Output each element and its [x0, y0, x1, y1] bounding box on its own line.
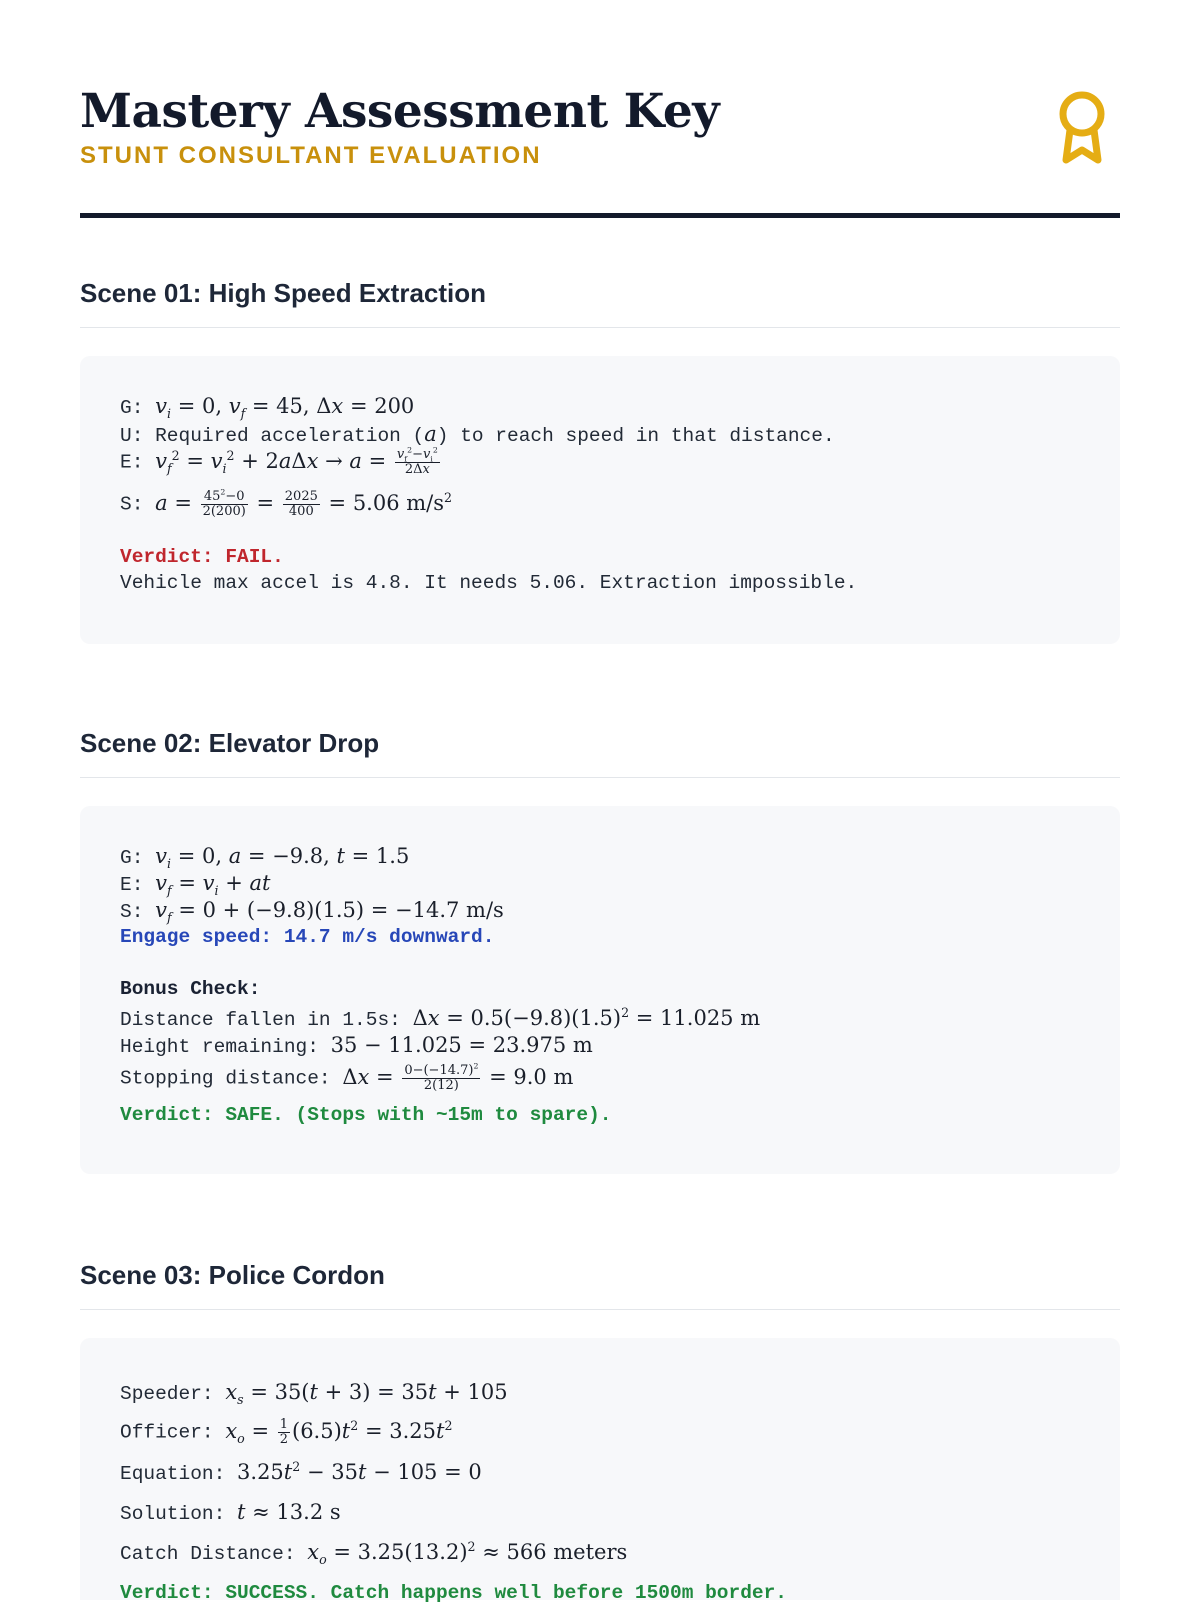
- remaining-label: Height remaining:: [120, 1036, 319, 1058]
- scene-1-given: [120, 394, 415, 422]
- scene-2-stopping-distance: [120, 1061, 574, 1093]
- scene-1-verdict: Verdict: FAIL.: [120, 546, 284, 568]
- catch-math: $x_o = 3.25(13.2)^2 \approx 566$ meters: [307, 1539, 628, 1568]
- scene-2-height-remaining: [120, 1033, 593, 1058]
- solution-label: S:: [120, 493, 144, 516]
- scene-1-divider: [80, 327, 1120, 328]
- scene-1-card: [80, 356, 1120, 644]
- fallen-math: $\Delta x = 0.5(-9.8)(1.5)^2 = 11.025$ m: [412, 1005, 761, 1030]
- catch-label: Catch Distance:: [120, 1543, 296, 1565]
- scene-2-card: [80, 806, 1120, 1174]
- scene-2-title: Scene 02: Elevator Drop: [80, 728, 380, 758]
- header-divider: [80, 213, 1120, 218]
- scene-3-catch-distance: [120, 1539, 628, 1568]
- speeder-math: $x_s = 35(t + 3) = 35t + 105$: [225, 1380, 508, 1408]
- scene-2-divider: [80, 777, 1120, 778]
- given-math: $v_i = 0$, a = −9.8, t = 1.5: [155, 844, 410, 872]
- scene-3-card: [80, 1338, 1120, 1604]
- given-math: $v_i = 0$, $v_f = 45$, Δx = 200: [155, 394, 415, 422]
- solution-math: $v_f = 0 + (-9.8)(1.5) = -14.7$ m/s: [155, 898, 504, 926]
- equation-math: $v_f^2 = v_i^2 + 2a\Delta x \to a$ = $\frac{v_f^2-v_i^2}{2\Delta x}$: [155, 445, 438, 477]
- scene-1-note: Vehicle max accel is 4.8. It needs 5.06. Extraction impossible.: [120, 572, 858, 594]
- officer-math: $x_o$ = $\frac{1}{2}$ $(6.5)t^2 = 3.25t^2$: [225, 1417, 453, 1447]
- scene-3-solution: [120, 1500, 341, 1525]
- scene-3-officer: [120, 1418, 452, 1446]
- unknown-var: a: [424, 422, 437, 446]
- stopping-label: Stopping distance:: [120, 1067, 331, 1090]
- page-header: [80, 80, 1120, 220]
- solution-math: t ≈ 13.2 s: [237, 1500, 341, 1524]
- unknown-text-b: ) to reach speed in that distance.: [436, 425, 835, 447]
- award-ribbon-icon: [1054, 90, 1110, 166]
- equation-label: E:: [120, 874, 144, 896]
- stopping-math: Δx = $\frac{0-(-14.7)^2}{2(12)}$ = 9.0 m: [342, 1061, 574, 1093]
- scene-1-unknown: [120, 422, 835, 447]
- scene-2-solution: [120, 898, 504, 926]
- scene-2-distance-fallen: [120, 1006, 760, 1031]
- given-label: G:: [120, 847, 144, 869]
- scene-3-equation: [120, 1460, 482, 1485]
- scene-3-speeder: [120, 1380, 508, 1408]
- solution-label: Solution:: [120, 1503, 226, 1525]
- equation-label: E:: [120, 451, 144, 474]
- scene-2-engage-speed: Engage speed: 14.7 m/s downward.: [120, 926, 495, 948]
- solution-math: a = $\frac{45^2-0}{2(200)}$ = $\frac{2025}{400}$ = 5.06 $m/s^2$: [155, 487, 453, 519]
- unknown-text-a: Required acceleration (: [155, 425, 425, 447]
- equation-math: $v_f = v_i$ + at: [155, 871, 271, 899]
- equation-math: $3.25t^2 - 35t - 105 = 0$: [237, 1459, 482, 1484]
- remaining-math: 35 − 11.025 = 23.975 m: [330, 1033, 593, 1057]
- given-label: G:: [120, 397, 144, 419]
- scene-3-divider: [80, 1309, 1120, 1310]
- page-subtitle: STUNT CONSULTANT EVALUATION: [80, 142, 542, 169]
- page-title: Mastery Assessment Key: [80, 84, 720, 139]
- fallen-label: Distance fallen in 1.5s:: [120, 1009, 401, 1031]
- scene-3-title: Scene 03: Police Cordon: [80, 1260, 385, 1290]
- scene-3-verdict: Verdict: SUCCESS. Catch happens well before 1500m border.: [120, 1582, 788, 1604]
- scene-1-equation: [120, 445, 442, 477]
- unknown-label: U:: [120, 425, 144, 447]
- scene-1-title: Scene 01: High Speed Extraction: [80, 278, 487, 308]
- officer-label: Officer:: [120, 1421, 214, 1444]
- solution-label: S:: [120, 901, 144, 923]
- speeder-label: Speeder:: [120, 1383, 214, 1405]
- equation-label: Equation:: [120, 1463, 226, 1485]
- scene-2-verdict: Verdict: SAFE. (Stops with ~15m to spare).: [120, 1104, 612, 1126]
- scene-2-given: [120, 844, 410, 872]
- scene-2-bonus-heading: Bonus Check:: [120, 978, 261, 1000]
- scene-2-equation: [120, 871, 271, 899]
- scene-1-solution: [120, 487, 453, 519]
